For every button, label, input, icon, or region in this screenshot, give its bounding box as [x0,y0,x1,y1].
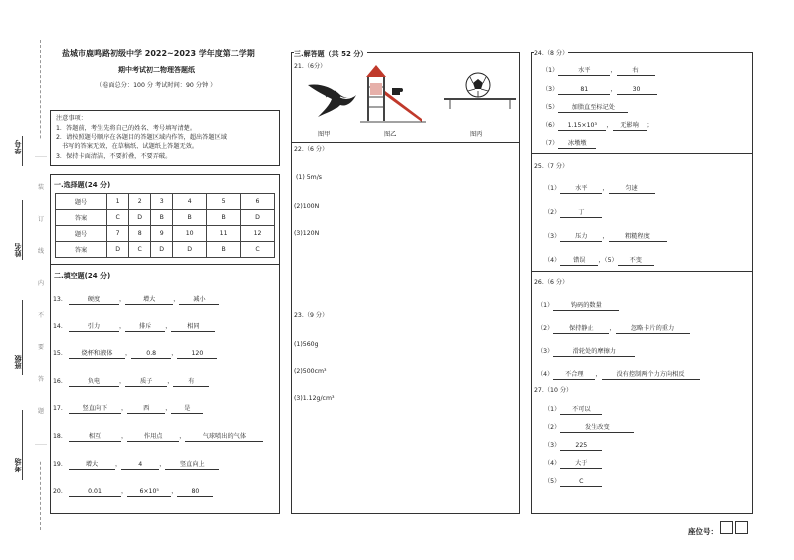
fill-answer: 增大 [125,296,173,305]
table-cell: D [173,242,207,258]
fill-answer: 相互 [69,433,121,442]
table-cell: 9 [151,226,173,242]
slide-figure [358,61,428,125]
question-number: 15. [53,350,63,357]
table-cell: D [151,242,173,258]
table-row [56,210,275,226]
q24-item-1: （1） 水平 ， 右 [542,67,655,76]
table-cell: 2 [129,194,151,210]
name-line [22,200,23,260]
q22-answer: (3)120N [294,230,320,237]
table-cell: B [173,210,207,226]
fill-in-line: 18. 相互 ， 作用点 ， 气球喷出的气体 [53,433,263,442]
fill-answer: 硬度 [69,296,119,305]
q24-divider [532,153,752,154]
fill-answer: 烧杯和液体 [69,350,125,359]
notice-box [50,110,280,166]
fill-answer: 0.8 [131,350,171,359]
q24-item-6: （6） 1.15×10³ ， 无影响 ； [542,122,653,129]
fill-in-line: 13. 硬度 ， 增大 ， 减小 [53,296,219,305]
class-line [22,300,23,375]
table-cell: B [207,210,241,226]
q23-answer: (1)560g [294,341,319,348]
q23-answer: (3)1.12g/cm³ [294,395,335,402]
section-divider [51,264,279,265]
fill-in-line: 14. 引力 ， 排斥 ， 相同 [53,323,215,332]
seat-number [688,521,748,536]
q24-item-7: （7） 冰墩墩 [542,140,596,149]
q25-divider [532,271,752,272]
fill-in-line: 15. 烧杯和液体 ， 0.8 ， 120 [53,350,217,359]
caption-yi: 图乙 [384,131,397,138]
fill-answer: 增大 [69,461,115,470]
q25-item-2: （2） 丁 [544,209,602,218]
section2-title: 二.填空题(24 分) [54,272,111,280]
caption-jia: 图甲 [318,131,331,138]
q26-label: 26.（6 分） [534,279,569,286]
fill-in-line: 19. 增大 ， 4 ， 竖直向上 [53,461,219,470]
exam-room-label: 考场 [14,458,22,472]
table-cell: C [107,210,129,226]
swallow-figure [306,77,358,121]
fill-in-line: 16. 负电 ， 质子 ， 有 [53,378,209,387]
question-number: 16. [53,378,63,385]
seat-label: 座位号： [688,527,718,536]
q22-answer: (1) 5m/s [296,174,323,181]
question-number: 17. [53,405,63,412]
table-cell: 答案 [56,210,107,226]
table-row [56,226,275,242]
q27-item-4: （4） 大于 [544,460,602,469]
q26-item-3: （3） 滑轮处的摩擦力 [537,348,635,357]
exam-title: 盐城市鹿鸣路初级中学 2022~2023 学年度第二学期 [62,49,255,58]
q25-label: 25.（7 分） [534,163,569,170]
q24-label: 24.（8 分） [534,50,569,57]
fill-answer: 排斥 [125,323,165,332]
q23-answer: (2)500cm³ [294,368,327,375]
table-cell: 题号 [56,194,107,210]
table-cell: 4 [173,194,207,210]
table-row [56,194,275,210]
fill-answer: 竖直向上 [165,461,219,470]
fill-answer: 负电 [69,378,119,387]
table-cell: 7 [107,226,129,242]
question-number: 14. [53,323,63,330]
table-cell: 11 [207,226,241,242]
fill-answer: 减小 [179,296,219,305]
table-row [56,242,275,258]
section3-title: 三.解答题（共 52 分） [294,50,368,58]
fill-answer: 竖直向下 [69,405,121,414]
question-number: 19. [53,461,63,468]
fill-answer: 作用点 [127,433,179,442]
left-answer-frame [50,174,280,514]
choice-table [55,193,275,258]
table-cell: D [129,210,151,226]
fill-answer: 是 [171,405,203,414]
fill-answer: 120 [177,350,217,359]
student-id-label: 学号 [14,140,22,154]
table-cell: 答案 [56,242,107,258]
q25-item-4: （4） 错误 ，（5） 不变 [544,257,654,266]
notice-item: 2．请按照题号顺序在各题目的答题区域内作答，超出答题区域 [56,134,227,141]
q27-item-5: （5） C [544,478,602,487]
exam-meta: （卷面总分：100 分 考试时间：90 分钟 ） [96,82,217,89]
student-id-line [22,136,23,166]
q26-item-4: （4） 不合理 ， 没有控制两个力方向相反 [537,371,700,380]
table-cell: B [207,242,241,258]
q26-item-2: （2） 保持静止 ， 忽略卡片的重力 [537,325,690,334]
q25-item-3: （3） 压力 ， 粗糙程度 [544,233,667,242]
class-label: 班级 [14,355,22,369]
q24-item-3: （3） 81 ， 30 [542,86,657,95]
fill-answer: 质子 [125,378,167,387]
q22-label: 22.（6 分） [294,146,329,153]
seat-box[interactable] [735,521,748,534]
q24-item-5: （5） 加脂直至标记处 [542,104,628,113]
table-cell: 10 [173,226,207,242]
q22-answer: (2)100N [294,203,320,210]
fill-answer: 6×10⁵ [127,488,171,497]
fill-answer: 气球喷出的气体 [185,433,263,442]
q25-item-1: （1） 水平 ， 匀速 [544,185,655,194]
fill-answer: 0.01 [69,488,121,497]
table-cell: 题号 [56,226,107,242]
fill-answer: 4 [121,461,159,470]
fill-answer: 引力 [69,323,119,332]
q21-divider [292,142,519,143]
fill-answer: 有 [173,378,209,387]
q27-item-2: （2） 发生改变 [544,424,634,433]
q23-label: 23.（9 分） [294,312,329,319]
middle-answer-frame [291,52,520,514]
fill-in-line: 20. 0.01 ， 6×10⁵ ， 80 [53,488,213,497]
fill-answer: 西 [127,405,165,414]
seat-box[interactable] [720,521,733,534]
table-cell: C [129,242,151,258]
table-cell: D [107,242,129,258]
q27-item-1: （1） 不可以 [544,406,602,415]
q21-label: 21.（6分） [294,63,327,70]
section1-title: 一.选择题(24 分) [54,181,111,189]
table-cell: 3 [151,194,173,210]
table-cell: 5 [207,194,241,210]
fill-in-line: 17. 竖直向下 ， 西 ， 是 [53,405,203,414]
table-cell: C [241,242,275,258]
fill-answer: 相同 [171,323,215,332]
caption-bing: 图丙 [470,131,483,138]
ball-table-figure [442,71,518,111]
table-cell: D [241,210,275,226]
q27-label: 27.（10 分） [534,387,573,394]
notice-item: 3．保持卡面清洁，不要折叠，不要弄破。 [56,153,172,160]
table-cell: 1 [107,194,129,210]
fold-text: …… 装 订 线 内 不 要 答 题 …… [35,140,47,460]
table-cell: 12 [241,226,275,242]
notice-item: 书写的答案无效，在草稿纸、试题纸上答题无效。 [62,143,199,150]
exam-room-line [22,410,23,480]
table-cell: 6 [241,194,275,210]
exam-subtitle: 期中考试初二物理答题纸 [118,66,195,74]
q27-item-3: （3） 225 [544,442,602,451]
notice-title: 注意事项： [56,115,87,122]
question-number: 13. [53,296,63,303]
table-cell: 8 [129,226,151,242]
fill-answer: 80 [177,488,213,497]
name-label: 姓名 [14,243,22,257]
question-number: 20. [53,488,63,495]
notice-item: 1．答题前，考生先将自己的姓名、考号填写清楚。 [56,125,197,132]
question-number: 18. [53,433,63,440]
table-cell: B [151,210,173,226]
q26-item-1: （1） 钩码的数量 [537,302,619,311]
right-answer-frame [531,52,753,514]
